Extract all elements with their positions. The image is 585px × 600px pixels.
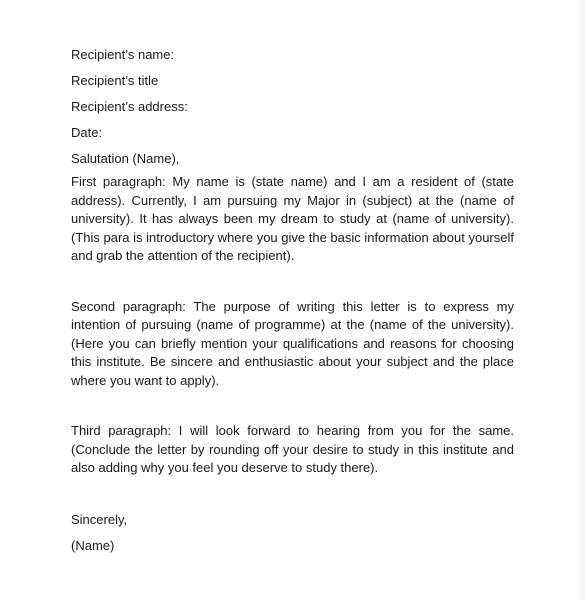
first-paragraph: First paragraph: My name is (state name) and I am a resident of (state address). Currently, I am pursuing my Major in (subject) at the (name of university). It has always been my dream to study at (name of university). (This para is introductory where you give the basic information about yourself and grab the attention of the recipient). <box>71 174 514 263</box>
recipient-address-line: Recipient’s address: <box>71 99 188 114</box>
third-paragraph: Third paragraph: I will look forward to hearing from you for the same. (Conclude the letter by rounding off your desire to study in this institute and also adding why you feel you deserve to study there). <box>71 423 514 475</box>
letter-body <box>71 45 514 556</box>
closing-line: Sincerely, <box>71 511 128 527</box>
second-paragraph: Second paragraph: The purpose of writing this letter is to express my intention of pursuing (name of programme) at the (name of the university). (Here you can briefly mention your qualifications and reasons for choosing this institute. Be sincere and enthusiastic about your subject and the place where you want to apply). <box>71 298 514 388</box>
date-line: Date: <box>71 125 103 140</box>
recipient-name-line: Recipient’s name: <box>71 47 175 62</box>
recipient-title-line: Recipient’s title <box>71 73 159 88</box>
page-edge-shadow <box>575 0 585 600</box>
salutation-line: Salutation (Name), <box>71 151 180 166</box>
signature-line: (Name) <box>71 537 115 553</box>
